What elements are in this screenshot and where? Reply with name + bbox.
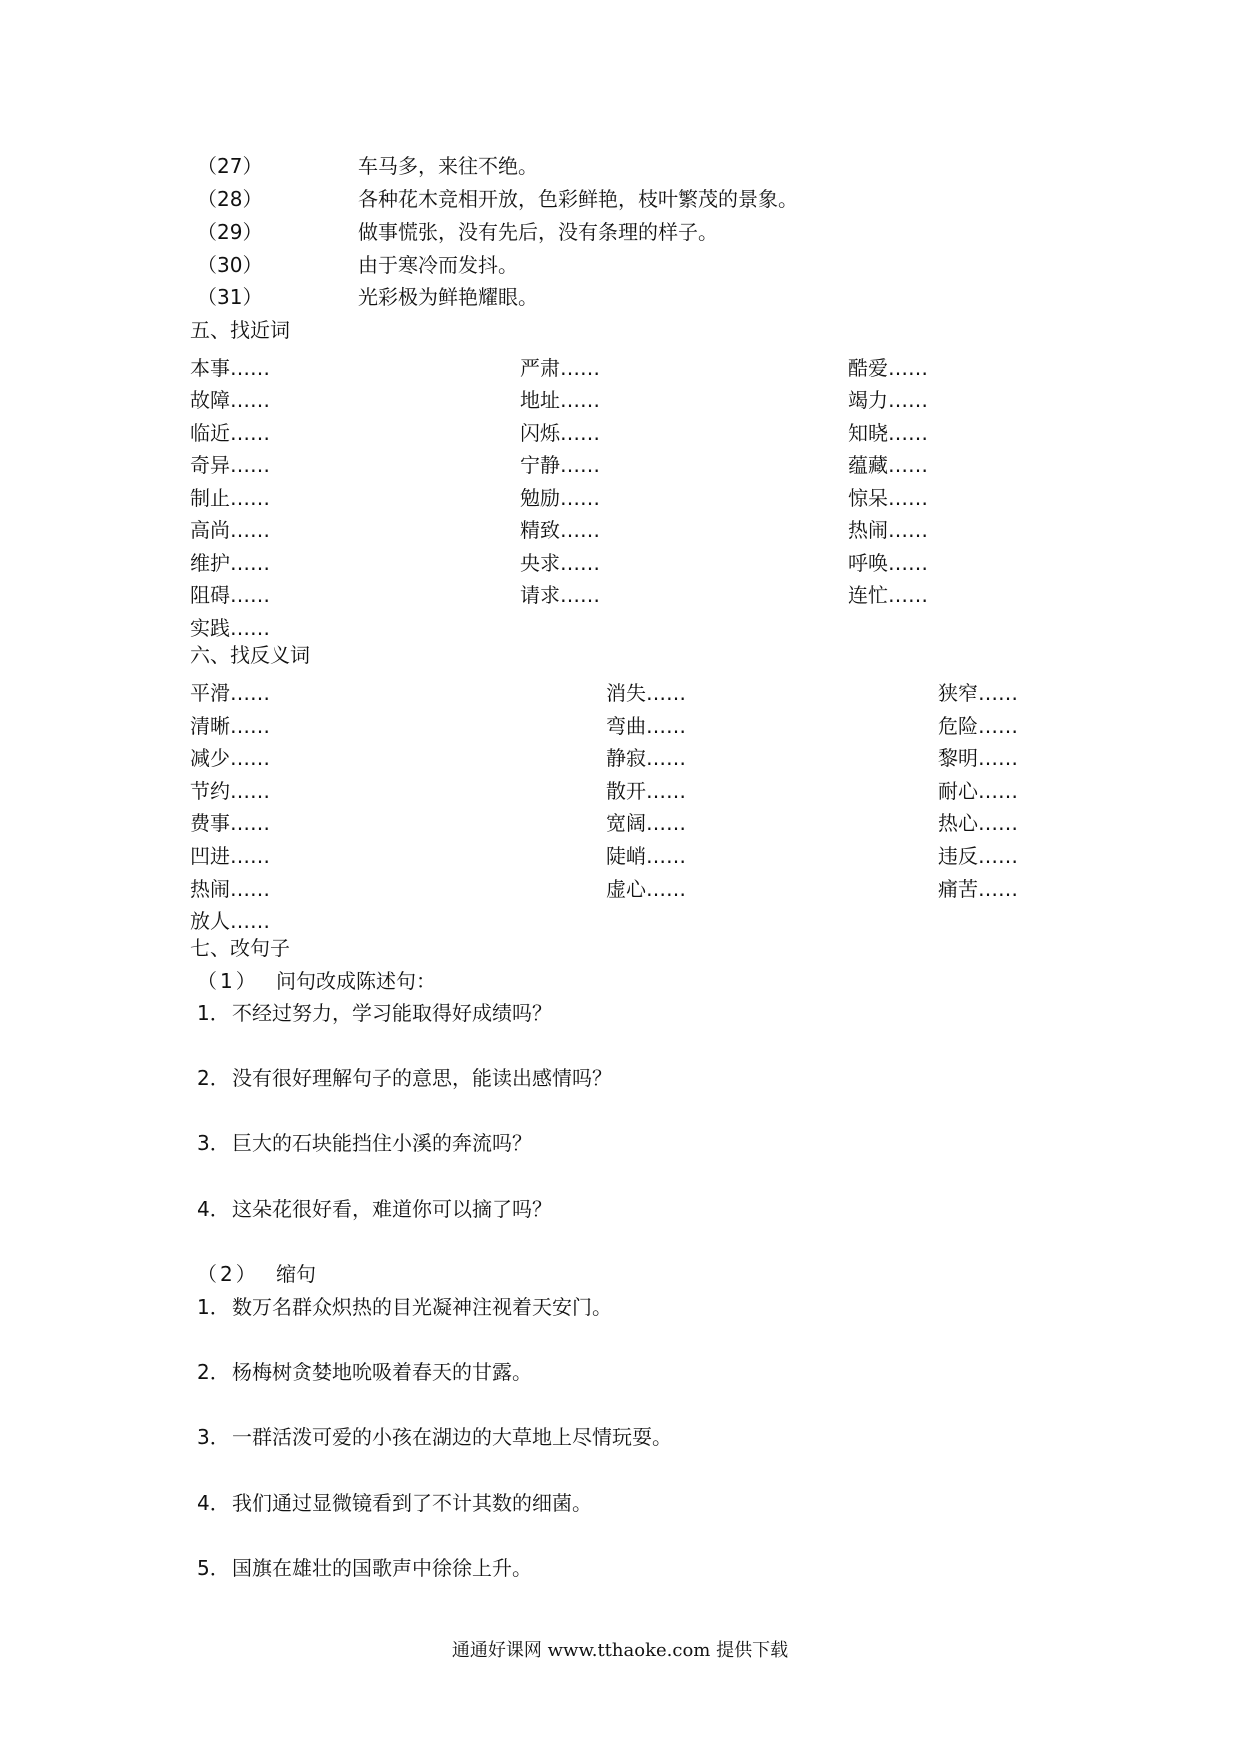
def-num: （27） <box>197 154 263 178</box>
synonym-item: 竭力…… <box>848 388 928 412</box>
def-text: 光彩极为鲜艳耀眼。 <box>358 285 538 309</box>
def-num: （29） <box>197 220 263 244</box>
part-title: 缩句 <box>276 1262 316 1286</box>
question-text: 杨梅树贪婪地吮吸着春天的甘露。 <box>232 1360 532 1384</box>
antonym-item: 平滑…… <box>190 681 270 705</box>
synonym-item: 维护…… <box>190 551 270 575</box>
antonym-item: 清晰…… <box>190 714 270 738</box>
def-num: （28） <box>197 187 263 211</box>
antonym-item: 费事…… <box>190 811 270 835</box>
def-num: （30） <box>197 253 263 277</box>
def-text: 由于寒冷而发抖。 <box>358 253 518 277</box>
antonym-item: 消失…… <box>606 681 686 705</box>
question-number: 3． <box>197 1425 230 1449</box>
section-heading-synonyms: 五、找近词 <box>190 318 290 342</box>
part-number: （1） <box>197 969 259 993</box>
antonym-item: 痛苦…… <box>938 877 1018 901</box>
antonym-item: 虚心…… <box>606 877 686 901</box>
question-number: 4． <box>197 1491 230 1515</box>
antonym-item: 放人…… <box>190 909 270 933</box>
antonym-item: 危险…… <box>938 714 1018 738</box>
synonym-item: 阻碍…… <box>190 583 270 607</box>
synonym-item: 热闹…… <box>848 518 928 542</box>
antonym-item: 热心…… <box>938 811 1018 835</box>
section-heading-rewrite: 七、改句子 <box>190 936 290 960</box>
question-text: 这朵花很好看，难道你可以摘了吗？ <box>232 1197 552 1221</box>
synonym-item: 央求…… <box>520 551 600 575</box>
synonym-item: 奇异…… <box>190 453 270 477</box>
synonym-item: 本事…… <box>190 356 270 380</box>
antonym-item: 散开…… <box>606 779 686 803</box>
antonym-item: 静寂…… <box>606 746 686 770</box>
synonym-item: 请求…… <box>520 583 600 607</box>
synonym-item: 连忙…… <box>848 583 928 607</box>
synonym-item: 闪烁…… <box>520 421 600 445</box>
part-title: 问句改成陈述句： <box>276 969 436 993</box>
antonym-item: 宽阔…… <box>606 811 686 835</box>
synonym-item: 临近…… <box>190 421 270 445</box>
question-number: 2． <box>197 1360 230 1384</box>
question-text: 没有很好理解句子的意思，能读出感情吗？ <box>232 1066 612 1090</box>
antonym-item: 陡峭…… <box>606 844 686 868</box>
antonym-item: 热闹…… <box>190 877 270 901</box>
page-footer: 通通好课网 www.tthaoke.com 提供下载 <box>451 1640 789 1661</box>
antonym-item: 节约…… <box>190 779 270 803</box>
antonym-item: 违反…… <box>938 844 1018 868</box>
question-text: 我们通过显微镜看到了不计其数的细菌。 <box>232 1491 592 1515</box>
question-number: 2． <box>197 1066 230 1090</box>
antonym-item: 凹进…… <box>190 844 270 868</box>
synonym-item: 高尚…… <box>190 518 270 542</box>
antonym-item: 狭窄…… <box>938 681 1018 705</box>
def-text: 各种花木竞相开放，色彩鲜艳，枝叶繁茂的景象。 <box>358 187 798 211</box>
def-num: （31） <box>197 285 263 309</box>
synonym-item: 勉励…… <box>520 486 600 510</box>
synonym-item: 制止…… <box>190 486 270 510</box>
synonym-item: 严肃…… <box>520 356 600 380</box>
question-text: 一群活泼可爱的小孩在湖边的大草地上尽情玩耍。 <box>232 1425 672 1449</box>
synonym-item: 惊呆…… <box>848 486 928 510</box>
synonym-item: 知晓…… <box>848 421 928 445</box>
synonym-item: 故障…… <box>190 388 270 412</box>
question-text: 国旗在雄壮的国歌声中徐徐上升。 <box>232 1556 532 1580</box>
section-heading-antonyms: 六、找反义词 <box>190 643 310 667</box>
question-number: 1． <box>197 1001 230 1025</box>
question-number: 4． <box>197 1197 230 1221</box>
antonym-item: 黎明…… <box>938 746 1018 770</box>
part-number: （2） <box>197 1262 259 1286</box>
def-text: 车马多，来往不绝。 <box>358 154 538 178</box>
synonym-item: 宁静…… <box>520 453 600 477</box>
synonym-item: 蕴藏…… <box>848 453 928 477</box>
def-text: 做事慌张，没有先后，没有条理的样子。 <box>358 220 718 244</box>
question-text: 数万名群众炽热的目光凝神注视着天安门。 <box>232 1295 612 1319</box>
synonym-item: 酷爱…… <box>848 356 928 380</box>
synonym-item: 呼唤…… <box>848 551 928 575</box>
antonym-item: 弯曲…… <box>606 714 686 738</box>
question-text: 不经过努力，学习能取得好成绩吗？ <box>232 1001 552 1025</box>
synonym-item: 实践…… <box>190 616 270 640</box>
antonym-item: 耐心…… <box>938 779 1018 803</box>
question-text: 巨大的石块能挡住小溪的奔流吗？ <box>232 1131 532 1155</box>
question-number: 3． <box>197 1131 230 1155</box>
synonym-item: 地址…… <box>520 388 600 412</box>
question-number: 5． <box>197 1556 230 1580</box>
synonym-item: 精致…… <box>520 518 600 542</box>
question-number: 1． <box>197 1295 230 1319</box>
antonym-item: 减少…… <box>190 746 270 770</box>
